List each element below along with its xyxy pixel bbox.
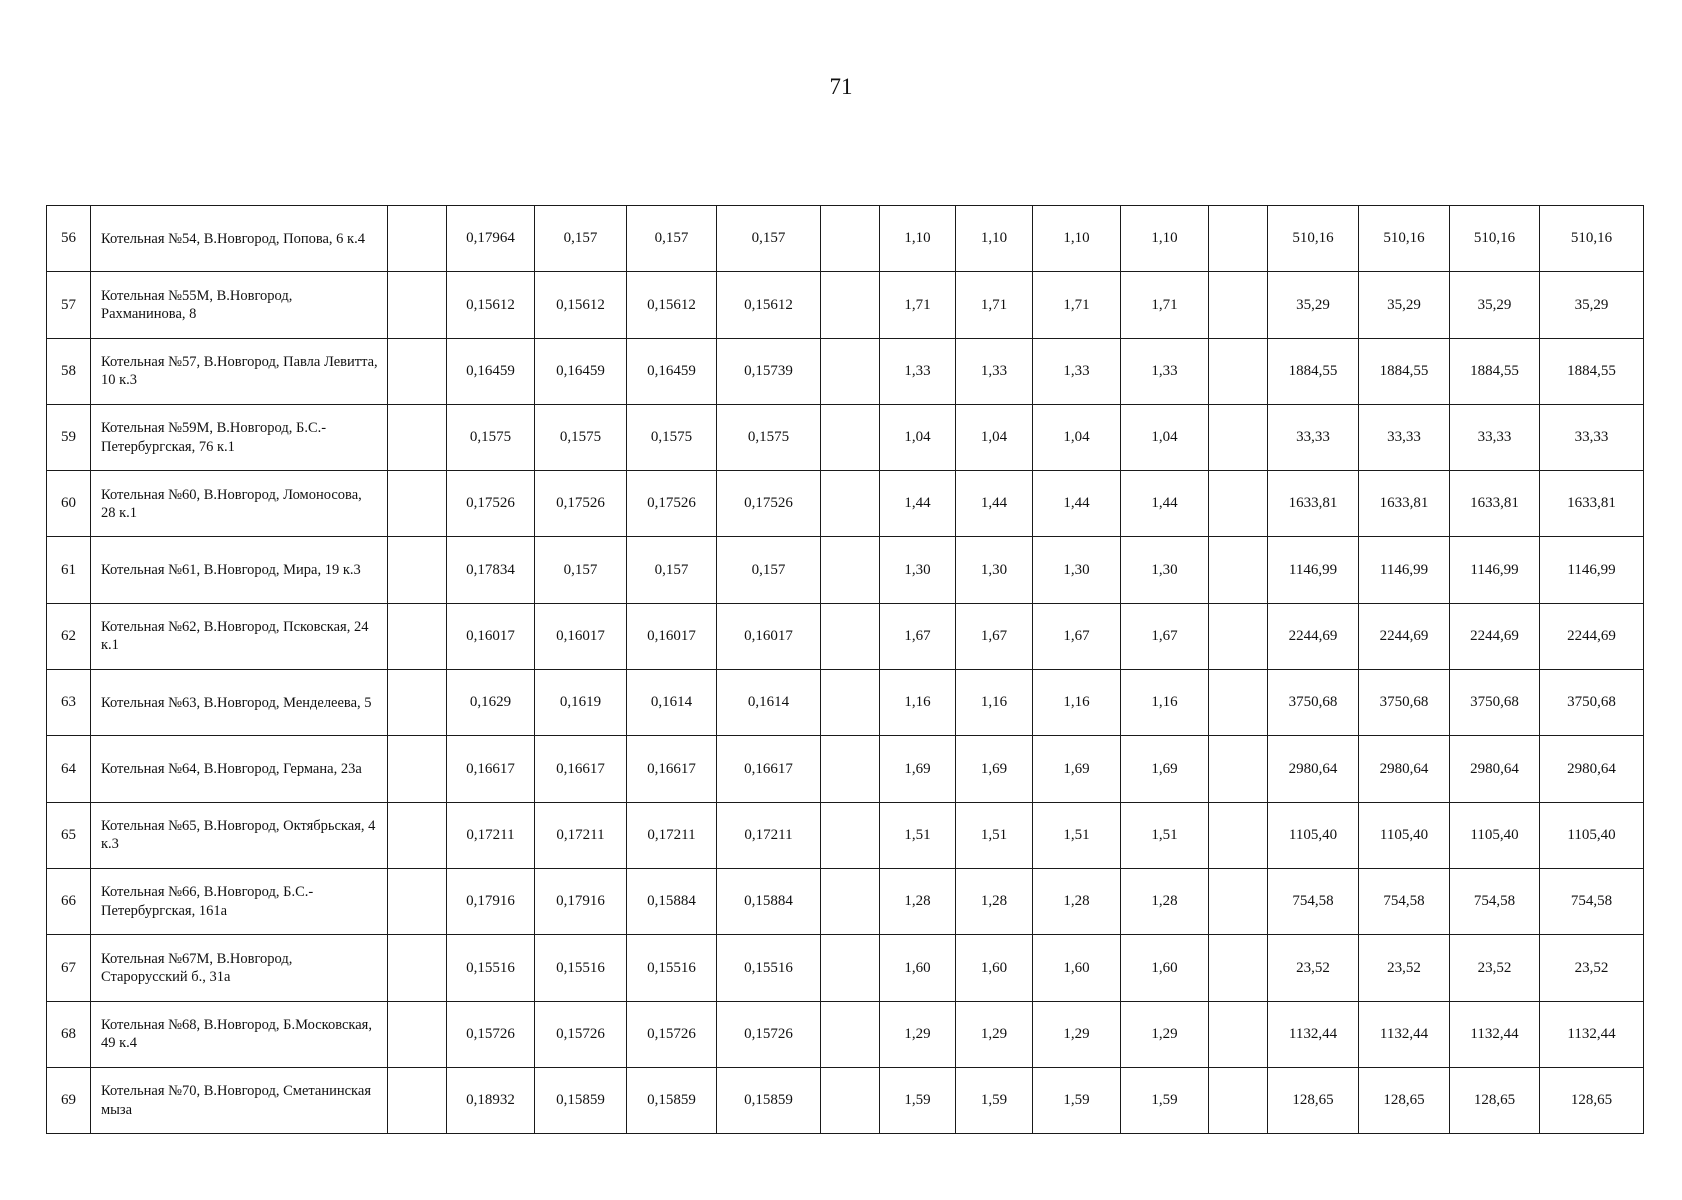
- empty-cell: [821, 868, 880, 934]
- value-a-cell: 0,15612: [447, 272, 535, 338]
- value-a-cell: 0,15884: [717, 868, 821, 934]
- table-row: [47, 670, 1644, 736]
- value-a-cell: 0,17834: [447, 537, 535, 603]
- empty-cell: [1209, 802, 1268, 868]
- value-c-cell: 1132,44: [1359, 1001, 1450, 1067]
- empty-cell: [388, 868, 447, 934]
- value-b-cell: 1,44: [956, 471, 1033, 537]
- value-b-cell: 1,28: [1121, 868, 1209, 934]
- value-c-cell: 3750,68: [1450, 670, 1540, 736]
- boiler-name-cell: Котельная №67М, В.Новгород, Старорусский б., 31а: [91, 935, 388, 1001]
- value-c-cell: 128,65: [1359, 1067, 1450, 1133]
- empty-cell: [388, 206, 447, 272]
- value-b-cell: 1,30: [880, 537, 956, 603]
- value-a-cell: 0,16617: [535, 736, 627, 802]
- value-b-cell: 1,10: [1033, 206, 1121, 272]
- value-a-cell: 0,15612: [535, 272, 627, 338]
- value-a-cell: 0,15726: [535, 1001, 627, 1067]
- value-c-cell: 35,29: [1450, 272, 1540, 338]
- empty-cell: [821, 471, 880, 537]
- boiler-name-cell: Котельная №60, В.Новгород, Ломоносова, 28 к.1: [91, 471, 388, 537]
- value-b-cell: 1,04: [1033, 404, 1121, 470]
- value-c-cell: 1105,40: [1268, 802, 1359, 868]
- empty-cell: [388, 736, 447, 802]
- value-b-cell: 1,16: [1033, 670, 1121, 736]
- value-a-cell: 0,17526: [627, 471, 717, 537]
- value-c-cell: 754,58: [1540, 868, 1644, 934]
- value-a-cell: 0,17211: [447, 802, 535, 868]
- value-c-cell: 3750,68: [1268, 670, 1359, 736]
- value-a-cell: 0,1575: [447, 404, 535, 470]
- value-b-cell: 1,60: [1121, 935, 1209, 1001]
- value-c-cell: 2980,64: [1359, 736, 1450, 802]
- value-a-cell: 0,15612: [627, 272, 717, 338]
- value-a-cell: 0,15516: [447, 935, 535, 1001]
- value-a-cell: 0,17211: [535, 802, 627, 868]
- value-a-cell: 0,17916: [535, 868, 627, 934]
- empty-cell: [821, 670, 880, 736]
- value-a-cell: 0,18932: [447, 1067, 535, 1133]
- table-row: [47, 1001, 1644, 1067]
- page-number: 71: [829, 74, 853, 99]
- value-c-cell: 1633,81: [1359, 471, 1450, 537]
- table-body: [47, 206, 1644, 1134]
- value-a-cell: 0,15516: [535, 935, 627, 1001]
- value-b-cell: 1,59: [956, 1067, 1033, 1133]
- empty-cell: [388, 603, 447, 669]
- empty-cell: [821, 272, 880, 338]
- empty-cell: [1209, 670, 1268, 736]
- value-c-cell: 35,29: [1540, 272, 1644, 338]
- value-c-cell: 1633,81: [1450, 471, 1540, 537]
- value-c-cell: 1633,81: [1268, 471, 1359, 537]
- empty-cell: [388, 935, 447, 1001]
- value-a-cell: 0,1575: [535, 404, 627, 470]
- empty-cell: [821, 1001, 880, 1067]
- value-c-cell: 754,58: [1359, 868, 1450, 934]
- value-a-cell: 0,15726: [447, 1001, 535, 1067]
- value-b-cell: 1,60: [880, 935, 956, 1001]
- empty-cell: [1209, 471, 1268, 537]
- row-number-cell: 62: [47, 603, 91, 669]
- table-row: [47, 471, 1644, 537]
- value-c-cell: 35,29: [1359, 272, 1450, 338]
- value-a-cell: 0,15612: [717, 272, 821, 338]
- value-c-cell: 510,16: [1540, 206, 1644, 272]
- value-b-cell: 1,44: [880, 471, 956, 537]
- row-number-cell: 67: [47, 935, 91, 1001]
- value-b-cell: 1,16: [956, 670, 1033, 736]
- empty-cell: [388, 537, 447, 603]
- value-b-cell: 1,44: [1121, 471, 1209, 537]
- value-b-cell: 1,29: [1033, 1001, 1121, 1067]
- value-a-cell: 0,16459: [447, 338, 535, 404]
- value-b-cell: 1,44: [1033, 471, 1121, 537]
- value-b-cell: 1,33: [880, 338, 956, 404]
- value-b-cell: 1,71: [956, 272, 1033, 338]
- value-a-cell: 0,16617: [627, 736, 717, 802]
- value-c-cell: 33,33: [1450, 404, 1540, 470]
- value-a-cell: 0,1614: [717, 670, 821, 736]
- value-b-cell: 1,59: [1121, 1067, 1209, 1133]
- value-c-cell: 23,52: [1359, 935, 1450, 1001]
- value-c-cell: 1132,44: [1450, 1001, 1540, 1067]
- row-number-cell: 66: [47, 868, 91, 934]
- value-a-cell: 0,157: [627, 537, 717, 603]
- value-c-cell: 2980,64: [1450, 736, 1540, 802]
- empty-cell: [388, 404, 447, 470]
- value-c-cell: 510,16: [1268, 206, 1359, 272]
- table-row: [47, 537, 1644, 603]
- table-row: [47, 404, 1644, 470]
- value-c-cell: 23,52: [1540, 935, 1644, 1001]
- table-row: [47, 935, 1644, 1001]
- value-c-cell: 1884,55: [1450, 338, 1540, 404]
- value-c-cell: 3750,68: [1359, 670, 1450, 736]
- value-b-cell: 1,28: [880, 868, 956, 934]
- empty-cell: [821, 206, 880, 272]
- value-c-cell: 1146,99: [1359, 537, 1450, 603]
- boiler-name-cell: Котельная №66, В.Новгород, Б.С.-Петербургская, 161а: [91, 868, 388, 934]
- value-c-cell: 1884,55: [1359, 338, 1450, 404]
- empty-cell: [388, 1001, 447, 1067]
- value-a-cell: 0,15859: [535, 1067, 627, 1133]
- empty-cell: [821, 537, 880, 603]
- value-b-cell: 1,30: [1033, 537, 1121, 603]
- value-c-cell: 2980,64: [1268, 736, 1359, 802]
- empty-cell: [821, 802, 880, 868]
- value-b-cell: 1,33: [1121, 338, 1209, 404]
- value-b-cell: 1,16: [1121, 670, 1209, 736]
- value-a-cell: 0,15726: [627, 1001, 717, 1067]
- value-a-cell: 0,15859: [627, 1067, 717, 1133]
- value-b-cell: 1,71: [880, 272, 956, 338]
- empty-cell: [821, 1067, 880, 1133]
- value-a-cell: 0,17526: [535, 471, 627, 537]
- value-a-cell: 0,15726: [717, 1001, 821, 1067]
- empty-cell: [821, 404, 880, 470]
- empty-cell: [1209, 935, 1268, 1001]
- empty-cell: [388, 670, 447, 736]
- empty-cell: [388, 1067, 447, 1133]
- value-c-cell: 2244,69: [1540, 603, 1644, 669]
- value-a-cell: 0,16459: [627, 338, 717, 404]
- value-c-cell: 2244,69: [1450, 603, 1540, 669]
- value-b-cell: 1,69: [1121, 736, 1209, 802]
- value-a-cell: 0,157: [627, 206, 717, 272]
- value-b-cell: 1,71: [1121, 272, 1209, 338]
- value-a-cell: 0,15516: [717, 935, 821, 1001]
- value-a-cell: 0,16017: [717, 603, 821, 669]
- row-number-cell: 59: [47, 404, 91, 470]
- value-a-cell: 0,17526: [717, 471, 821, 537]
- empty-cell: [821, 338, 880, 404]
- value-a-cell: 0,1629: [447, 670, 535, 736]
- value-a-cell: 0,17211: [717, 802, 821, 868]
- value-c-cell: 128,65: [1540, 1067, 1644, 1133]
- boiler-name-cell: Котельная №68, В.Новгород, Б.Московская, 49 к.4: [91, 1001, 388, 1067]
- empty-cell: [1209, 272, 1268, 338]
- value-a-cell: 0,15516: [627, 935, 717, 1001]
- empty-cell: [388, 471, 447, 537]
- value-c-cell: 1105,40: [1359, 802, 1450, 868]
- value-a-cell: 0,1575: [627, 404, 717, 470]
- value-b-cell: 1,67: [956, 603, 1033, 669]
- empty-cell: [1209, 603, 1268, 669]
- value-c-cell: 3750,68: [1540, 670, 1644, 736]
- boiler-name-cell: Котельная №64, В.Новгород, Германа, 23а: [91, 736, 388, 802]
- row-number-cell: 65: [47, 802, 91, 868]
- value-b-cell: 1,10: [1121, 206, 1209, 272]
- value-b-cell: 1,10: [880, 206, 956, 272]
- value-b-cell: 1,51: [956, 802, 1033, 868]
- value-b-cell: 1,29: [1121, 1001, 1209, 1067]
- value-b-cell: 1,29: [956, 1001, 1033, 1067]
- value-a-cell: 0,16017: [447, 603, 535, 669]
- value-b-cell: 1,67: [880, 603, 956, 669]
- value-c-cell: 754,58: [1268, 868, 1359, 934]
- boiler-name-cell: Котельная №70, В.Новгород, Сметанинская мыза: [91, 1067, 388, 1133]
- value-c-cell: 1105,40: [1540, 802, 1644, 868]
- value-a-cell: 0,157: [535, 537, 627, 603]
- value-b-cell: 1,60: [1033, 935, 1121, 1001]
- value-a-cell: 0,17916: [447, 868, 535, 934]
- empty-cell: [821, 935, 880, 1001]
- value-b-cell: 1,67: [1121, 603, 1209, 669]
- value-c-cell: 1884,55: [1540, 338, 1644, 404]
- value-c-cell: 510,16: [1450, 206, 1540, 272]
- table-row: [47, 272, 1644, 338]
- value-b-cell: 1,59: [880, 1067, 956, 1133]
- value-b-cell: 1,04: [956, 404, 1033, 470]
- value-c-cell: 128,65: [1268, 1067, 1359, 1133]
- value-a-cell: 0,15859: [717, 1067, 821, 1133]
- value-c-cell: 33,33: [1268, 404, 1359, 470]
- value-a-cell: 0,16017: [535, 603, 627, 669]
- value-c-cell: 754,58: [1450, 868, 1540, 934]
- row-number-cell: 58: [47, 338, 91, 404]
- value-b-cell: 1,33: [1033, 338, 1121, 404]
- empty-cell: [1209, 736, 1268, 802]
- value-b-cell: 1,33: [956, 338, 1033, 404]
- value-b-cell: 1,10: [956, 206, 1033, 272]
- empty-cell: [388, 338, 447, 404]
- row-number-cell: 68: [47, 1001, 91, 1067]
- boiler-name-cell: Котельная №61, В.Новгород, Мира, 19 к.3: [91, 537, 388, 603]
- table-row: [47, 338, 1644, 404]
- empty-cell: [821, 603, 880, 669]
- empty-cell: [1209, 404, 1268, 470]
- boiler-name-cell: Котельная №63, В.Новгород, Менделеева, 5: [91, 670, 388, 736]
- table-row: [47, 603, 1644, 669]
- boiler-name-cell: Котельная №59М, В.Новгород, Б.С.-Петербургская, 76 к.1: [91, 404, 388, 470]
- value-c-cell: 1132,44: [1268, 1001, 1359, 1067]
- value-c-cell: 2244,69: [1359, 603, 1450, 669]
- empty-cell: [1209, 537, 1268, 603]
- empty-cell: [1209, 338, 1268, 404]
- value-b-cell: 1,04: [1121, 404, 1209, 470]
- table-row: [47, 206, 1644, 272]
- value-a-cell: 0,1614: [627, 670, 717, 736]
- value-b-cell: 1,29: [880, 1001, 956, 1067]
- table-row: [47, 1067, 1644, 1133]
- value-c-cell: 2244,69: [1268, 603, 1359, 669]
- value-b-cell: 1,30: [1121, 537, 1209, 603]
- value-c-cell: 1633,81: [1540, 471, 1644, 537]
- value-a-cell: 0,157: [717, 206, 821, 272]
- value-a-cell: 0,16459: [535, 338, 627, 404]
- empty-cell: [1209, 868, 1268, 934]
- value-c-cell: 35,29: [1268, 272, 1359, 338]
- boiler-name-cell: Котельная №57, В.Новгород, Павла Левитта, 10 к.3: [91, 338, 388, 404]
- empty-cell: [388, 802, 447, 868]
- value-b-cell: 1,71: [1033, 272, 1121, 338]
- value-a-cell: 0,1575: [717, 404, 821, 470]
- row-number-cell: 60: [47, 471, 91, 537]
- boiler-name-cell: Котельная №65, В.Новгород, Октябрьская, 4 к.3: [91, 802, 388, 868]
- value-a-cell: 0,157: [717, 537, 821, 603]
- value-c-cell: 510,16: [1359, 206, 1450, 272]
- value-b-cell: 1,28: [1033, 868, 1121, 934]
- row-number-cell: 69: [47, 1067, 91, 1133]
- row-number-cell: 61: [47, 537, 91, 603]
- value-c-cell: 2980,64: [1540, 736, 1644, 802]
- value-b-cell: 1,59: [1033, 1067, 1121, 1133]
- value-c-cell: 1146,99: [1450, 537, 1540, 603]
- value-c-cell: 33,33: [1540, 404, 1644, 470]
- value-c-cell: 128,65: [1450, 1067, 1540, 1133]
- empty-cell: [1209, 1001, 1268, 1067]
- table-row: [47, 868, 1644, 934]
- row-number-cell: 64: [47, 736, 91, 802]
- table-row: [47, 802, 1644, 868]
- value-a-cell: 0,16017: [627, 603, 717, 669]
- value-b-cell: 1,51: [1121, 802, 1209, 868]
- value-c-cell: 1132,44: [1540, 1001, 1644, 1067]
- empty-cell: [1209, 206, 1268, 272]
- value-b-cell: 1,51: [880, 802, 956, 868]
- value-a-cell: 0,1619: [535, 670, 627, 736]
- boiler-name-cell: Котельная №62, В.Новгород, Псковская, 24 к.1: [91, 603, 388, 669]
- value-c-cell: 33,33: [1359, 404, 1450, 470]
- value-b-cell: 1,60: [956, 935, 1033, 1001]
- value-a-cell: 0,16617: [447, 736, 535, 802]
- value-b-cell: 1,69: [956, 736, 1033, 802]
- value-b-cell: 1,16: [880, 670, 956, 736]
- value-a-cell: 0,17211: [627, 802, 717, 868]
- value-c-cell: 23,52: [1450, 935, 1540, 1001]
- boiler-name-cell: Котельная №55М, В.Новгород, Рахманинова, 8: [91, 272, 388, 338]
- value-c-cell: 1146,99: [1540, 537, 1644, 603]
- value-a-cell: 0,157: [535, 206, 627, 272]
- row-number-cell: 56: [47, 206, 91, 272]
- value-c-cell: 1105,40: [1450, 802, 1540, 868]
- value-b-cell: 1,69: [880, 736, 956, 802]
- value-b-cell: 1,67: [1033, 603, 1121, 669]
- empty-cell: [388, 272, 447, 338]
- boiler-name-cell: Котельная №54, В.Новгород, Попова, 6 к.4: [91, 206, 388, 272]
- tariff-table: [46, 205, 1644, 1134]
- value-a-cell: 0,15739: [717, 338, 821, 404]
- value-b-cell: 1,30: [956, 537, 1033, 603]
- value-b-cell: 1,04: [880, 404, 956, 470]
- value-c-cell: 1146,99: [1268, 537, 1359, 603]
- value-b-cell: 1,51: [1033, 802, 1121, 868]
- empty-cell: [1209, 1067, 1268, 1133]
- empty-cell: [821, 736, 880, 802]
- value-c-cell: 23,52: [1268, 935, 1359, 1001]
- value-a-cell: 0,15884: [627, 868, 717, 934]
- row-number-cell: 57: [47, 272, 91, 338]
- value-b-cell: 1,69: [1033, 736, 1121, 802]
- table-row: [47, 736, 1644, 802]
- value-a-cell: 0,17964: [447, 206, 535, 272]
- value-a-cell: 0,16617: [717, 736, 821, 802]
- value-a-cell: 0,17526: [447, 471, 535, 537]
- row-number-cell: 63: [47, 670, 91, 736]
- value-c-cell: 1884,55: [1268, 338, 1359, 404]
- value-b-cell: 1,28: [956, 868, 1033, 934]
